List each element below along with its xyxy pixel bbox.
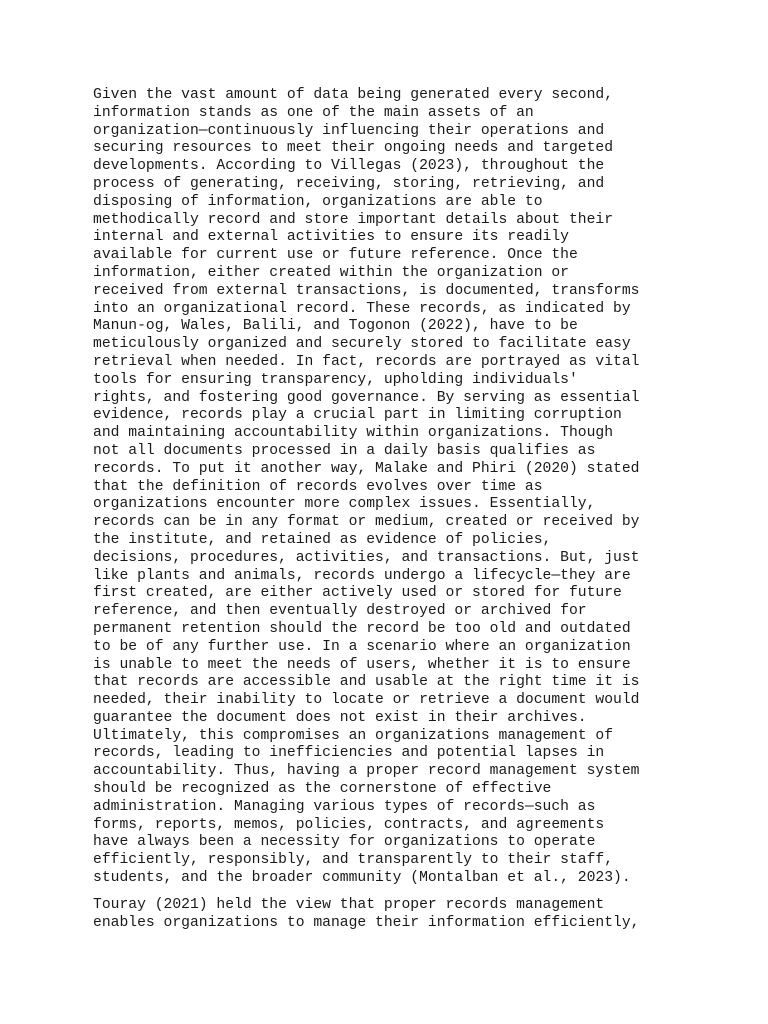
text-line: Given the vast amount of data being generated every second, [93,87,614,103]
text-line: available for current use or future reference. Once the [93,247,578,264]
text-line: permanent retention should the record be too old and outdated [93,620,631,637]
text-line: Touray (2021) held the view that proper records management [93,896,605,913]
text-line: into an organizational record. These records, as indicated by [93,300,631,317]
text-line: that the definition of records evolves over time as [93,478,543,495]
text-line: received from external transactions, is documented, transforms [93,282,640,299]
text-line: the institute, and retained as evidence of policies, [93,531,552,548]
text-line: accountability. Thus, having a proper record management system [93,763,640,780]
text-line: forms, reports, memos, policies, contracts, and agreements [93,816,605,833]
text-line: disposing of information, organizations are able to [93,193,543,210]
text-line: enables organizations to manage their information efficiently, [93,914,640,931]
text-line: first created, are either actively used or stored for future [93,585,622,602]
text-line: organization—continuously influencing their operations and [93,122,605,139]
text-line: developments. According to Villegas (2023), throughout the [93,158,605,175]
text-line: needed, their inability to locate or retrieve a document would [93,692,640,709]
text-line: and maintaining accountability within organizations. Though [93,425,614,442]
text-line: like plants and animals, records undergo a lifecycle—they are [93,567,631,584]
document-body [93,87,693,932]
paragraph [93,897,693,933]
text-line: tools for ensuring transparency, upholding individuals' [93,371,578,388]
text-line: decisions, procedures, activities, and transactions. But, just [93,549,640,566]
text-line: administration. Managing various types of records—such as [93,798,596,815]
text-line: that records are accessible and usable at the right time it is [93,674,640,691]
paragraph [93,87,693,888]
text-line: should be recognized as the cornerstone of effective [93,781,552,798]
text-line: meticulously organized and securely stored to facilitate easy [93,336,631,353]
text-line: process of generating, receiving, storing, retrieving, and [93,175,605,192]
text-line: internal and external activities to ensure its readily [93,229,569,246]
text-line: securing resources to meet their ongoing needs and targeted [93,140,614,157]
text-line: retrieval when needed. In fact, records are portrayed as vital [93,353,640,370]
text-line: efficiently, responsibly, and transparently to their staff, [93,852,614,869]
text-line: information, either created within the organization or [93,264,569,281]
text-line: students, and the broader community (Montalban et al., 2023). [93,870,631,887]
text-line: guarantee the document does not exist in their archives. [93,709,587,726]
text-line: Ultimately, this compromises an organizations management of [93,727,614,744]
text-line: records, leading to inefficiencies and potential lapses in [93,745,605,762]
text-line: have always been a necessity for organizations to operate [93,834,596,851]
text-line: records can be in any format or medium, created or received by [93,514,640,531]
text-line: organizations encounter more complex issues. Essentially, [93,496,596,513]
text-line: evidence, records play a crucial part in limiting corruption [93,407,622,424]
text-line: Manun-og, Wales, Balili, and Togonon (2022), have to be [93,318,578,335]
text-line: to be of any further use. In a scenario where an organization [93,638,631,655]
text-line: methodically record and store important details about their [93,211,614,228]
text-line: reference, and then eventually destroyed or archived for [93,603,587,620]
text-line: records. To put it another way, Malake and Phiri (2020) stated [93,460,640,477]
text-line: rights, and fostering good governance. By serving as essential [93,389,640,406]
text-line: is unable to meet the needs of users, whether it is to ensure [93,656,631,673]
text-line: information stands as one of the main assets of an [93,104,534,121]
text-line: not all documents processed in a daily basis qualifies as [93,442,596,459]
